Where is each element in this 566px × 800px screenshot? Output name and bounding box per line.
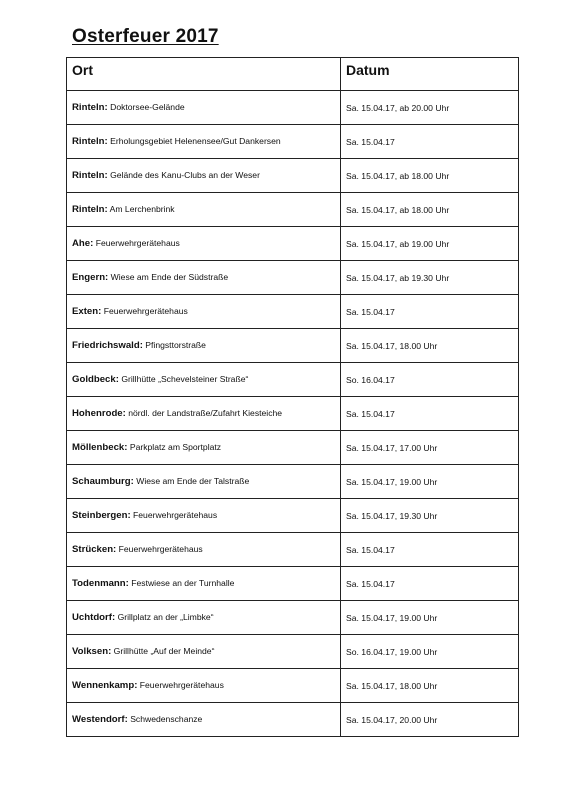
place-detail: Grillhütte „Auf der Meinde“ (113, 646, 215, 656)
table-row (67, 193, 519, 227)
datum-cell: Sa. 15.04.17, 18.00 Uhr (341, 669, 519, 703)
ort-cell (67, 533, 341, 567)
table-row (67, 261, 519, 295)
place-name: Steinbergen: (72, 510, 131, 521)
table-row (67, 669, 519, 703)
place-detail: Erholungsgebiet Helenensee/Gut Dankersen (110, 136, 281, 146)
ort-cell (67, 669, 341, 703)
datum-cell: Sa. 15.04.17 (341, 125, 519, 159)
datum-cell: Sa. 15.04.17, ab 18.00 Uhr (341, 159, 519, 193)
datum-cell: Sa. 15.04.17 (341, 397, 519, 431)
table-row (67, 159, 519, 193)
table-header-row (67, 58, 519, 91)
table-row (67, 125, 519, 159)
place-name: Ahe: (72, 238, 94, 249)
ort-cell (67, 703, 341, 737)
place-detail: Am Lerchenbrink (109, 204, 175, 214)
ort-cell (67, 465, 341, 499)
ort-cell (67, 363, 341, 397)
table-row (67, 601, 519, 635)
datum-cell: So. 16.04.17, 19.00 Uhr (341, 635, 519, 669)
place-detail: nördl. der Landstraße/Zufahrt Kiesteiche (128, 408, 283, 418)
column-header-ort: Ort (67, 58, 341, 91)
place-name: Wennenkamp: (72, 680, 138, 691)
place-name: Rinteln: (72, 204, 108, 215)
ort-cell (67, 227, 341, 261)
datum-cell: Sa. 15.04.17, 19.00 Uhr (341, 465, 519, 499)
datum-cell: Sa. 15.04.17, 17.00 Uhr (341, 431, 519, 465)
place-detail: Feuerwehrgerätehaus (133, 510, 218, 520)
ort-cell (67, 431, 341, 465)
place-name: Uchtdorf: (72, 612, 116, 623)
datum-cell: Sa. 15.04.17, ab 18.00 Uhr (341, 193, 519, 227)
place-detail: Schwedenschanze (130, 714, 203, 724)
table-row (67, 363, 519, 397)
place-name: Hohenrode: (72, 408, 126, 419)
datum-cell: Sa. 15.04.17 (341, 295, 519, 329)
ort-cell (67, 635, 341, 669)
ort-cell (67, 159, 341, 193)
table-row (67, 431, 519, 465)
place-detail: Feuerwehrgerätehaus (139, 680, 224, 690)
place-detail: Grillhütte „Schevelsteiner Straße“ (121, 374, 249, 384)
ort-cell (67, 567, 341, 601)
place-name: Engern: (72, 272, 109, 283)
ort-cell (67, 193, 341, 227)
table-row (67, 295, 519, 329)
place-name: Westendorf: (72, 714, 128, 725)
place-name: Todenmann: (72, 578, 129, 589)
place-name: Strücken: (72, 544, 117, 555)
ort-cell (67, 261, 341, 295)
datum-cell: Sa. 15.04.17, 20.00 Uhr (341, 703, 519, 737)
place-name: Möllenbeck: (72, 442, 128, 453)
table-row (67, 499, 519, 533)
datum-cell: So. 16.04.17 (341, 363, 519, 397)
place-name: Volksen: (72, 646, 112, 657)
place-detail: Festwiese an der Turnhalle (131, 578, 235, 588)
datum-cell: Sa. 15.04.17, ab 19.00 Uhr (341, 227, 519, 261)
place-detail: Pfingsttorstraße (145, 340, 206, 350)
place-detail: Feuerwehrgerätehaus (95, 238, 180, 248)
table-row (67, 329, 519, 363)
page-title: Osterfeuer 2017 (72, 26, 219, 47)
table-row (67, 227, 519, 261)
ort-cell (67, 601, 341, 635)
column-header-datum: Datum (341, 58, 519, 91)
ort-cell (67, 329, 341, 363)
ort-cell (67, 499, 341, 533)
ort-cell (67, 397, 341, 431)
place-name: Exten: (72, 306, 102, 317)
table-row (67, 465, 519, 499)
events-table (66, 57, 519, 737)
place-name: Friedrichswald: (72, 340, 143, 351)
table-row (67, 533, 519, 567)
place-detail: Feuerwehrgerätehaus (118, 544, 203, 554)
datum-cell: Sa. 15.04.17, ab 19.30 Uhr (341, 261, 519, 295)
place-detail: Parkplatz am Sportplatz (129, 442, 222, 452)
place-name: Goldbeck: (72, 374, 119, 385)
datum-cell: Sa. 15.04.17, ab 20.00 Uhr (341, 91, 519, 125)
place-detail: Wiese am Ende der Südstraße (110, 272, 229, 282)
ort-cell (67, 125, 341, 159)
place-detail: Grillplatz an der „Limbke“ (117, 612, 214, 622)
place-detail: Wiese am Ende der Talstraße (136, 476, 250, 486)
table-row (67, 567, 519, 601)
place-detail: Doktorsee-Gelände (110, 102, 185, 112)
ort-cell (67, 295, 341, 329)
place-detail: Feuerwehrgerätehaus (103, 306, 188, 316)
place-name: Rinteln: (72, 170, 108, 181)
table-row (67, 703, 519, 737)
table-row (67, 635, 519, 669)
table-row (67, 397, 519, 431)
datum-cell: Sa. 15.04.17, 19.00 Uhr (341, 601, 519, 635)
datum-cell: Sa. 15.04.17 (341, 567, 519, 601)
place-name: Schaumburg: (72, 476, 134, 487)
datum-cell: Sa. 15.04.17 (341, 533, 519, 567)
datum-cell: Sa. 15.04.17, 18.00 Uhr (341, 329, 519, 363)
place-name: Rinteln: (72, 136, 108, 147)
table-row (67, 91, 519, 125)
place-name: Rinteln: (72, 102, 108, 113)
datum-cell: Sa. 15.04.17, 19.30 Uhr (341, 499, 519, 533)
place-detail: Gelände des Kanu-Clubs an der Weser (110, 170, 260, 180)
ort-cell (67, 91, 341, 125)
